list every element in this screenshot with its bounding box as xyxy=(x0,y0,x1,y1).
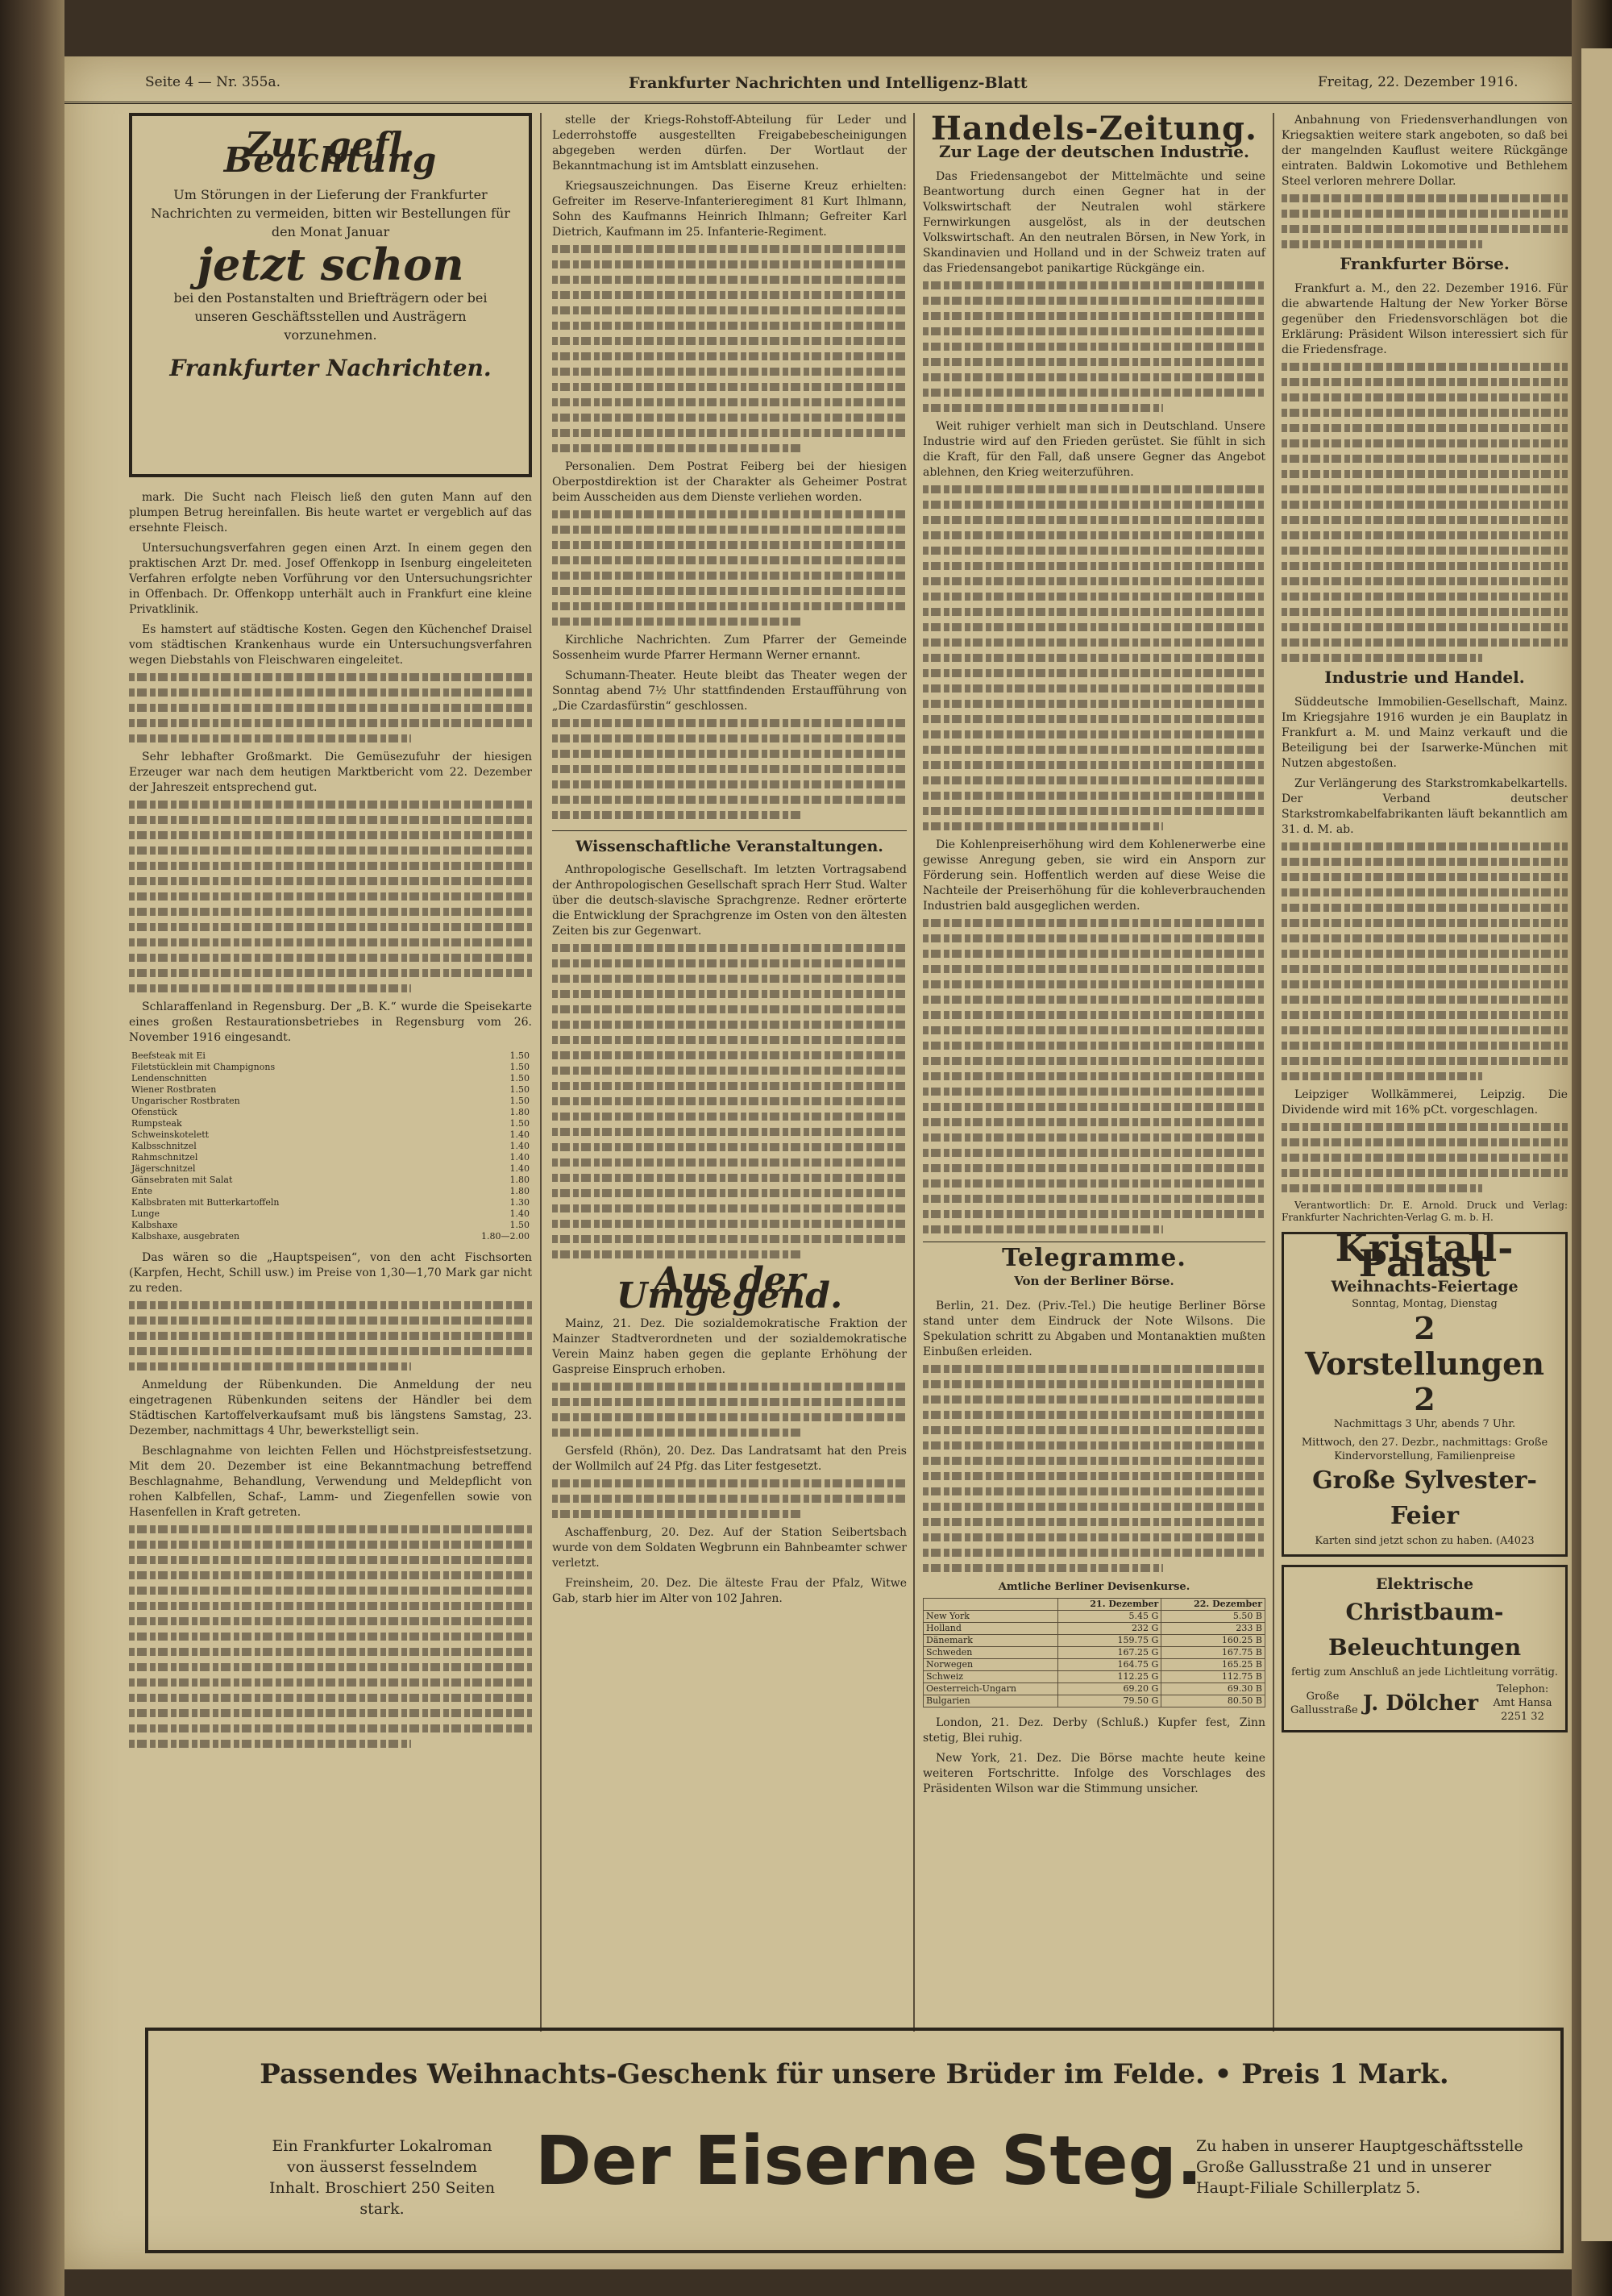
article-paragraph: Weit ruhiger verhielt man sich in Deutschland. Unsere Industrie wird auf den Frieden gerüstet. Sie fühlt in sich die Kraft, für den Fall, daß unsere Gegner das Angebot ablehnen, den Krieg weiterzuführen. xyxy=(923,420,1265,479)
rates-row xyxy=(924,1683,1265,1695)
running-head xyxy=(64,56,1572,104)
article-paragraph: Es hamstert auf städtische Kosten. Gegen den Küchenchef Draisel vom städtischen Krankenhaus wurde ein Untersuchungsverfahren wegen Diebstahls von Fleischwaren eingeleitet. xyxy=(129,623,532,667)
section-heading-exchange: Frankfurter Börse. xyxy=(1340,254,1510,273)
article-paragraph: Leipziger Wollkämmerei, Leipzig. Die Dividende wird mit 16% pCt. vorgeschlagen. xyxy=(1282,1088,1568,1117)
section-heading-industry: Industrie und Handel. xyxy=(1324,668,1525,687)
rates-row xyxy=(924,1695,1265,1707)
column-3 xyxy=(923,110,1265,1802)
column-2 xyxy=(552,113,907,1612)
article-paragraph: Das wären so die „Hauptspeisen“, von den acht Fischsorten (Karpfen, Hecht, Schill usw.) im Preise von 1,30—1,70 Mark gar nicht zu reden. xyxy=(129,1251,532,1295)
ad-phone: Telephon: Amt Hansa 2251 32 xyxy=(1493,1683,1552,1723)
rates-cell: 69.30 B xyxy=(1161,1683,1265,1695)
article-paragraph: stelle der Kriegs-Rohstoff-Abteilung für Leder und Lederrohstoffe ausgestellten Freigabebescheinigungen abgegeben werden dürfen. Der Wortlaut der Bekanntmachung ist im Amtsblatt einzusehen. xyxy=(552,114,907,173)
menu-price: 1.40 xyxy=(509,1208,530,1219)
text-block xyxy=(1282,842,1568,1080)
menu-item: Rumpsteak xyxy=(131,1118,182,1129)
article-paragraph: Personalien. Dem Postrat Feiberg bei der hiesigen Oberpostdirektion ist der Charakter als Geheimer Postrat beim Ausscheiden aus dem Dienste verliehen worden. xyxy=(552,460,907,504)
menu-price: 1.40 xyxy=(509,1129,530,1140)
rates-cell: 5.50 B xyxy=(1161,1611,1265,1623)
article-paragraph: Mainz, 21. Dez. Die sozialdemokratische Fraktion der Mainzer Stadtverordneten und der sozialdemokratische Verein Mainz haben gegen die geplante Erhöhung der Gaspreise Einspruch erhoben. xyxy=(552,1317,907,1376)
menu-price: 1.40 xyxy=(509,1163,530,1174)
article-paragraph: Freinsheim, 20. Dez. Die älteste Frau der Pfalz, Witwe Gab, starb hier im Alter von 102 Jahren. xyxy=(552,1577,907,1605)
rates-row xyxy=(924,1611,1265,1623)
menu-item: Rahmschnitzel xyxy=(131,1152,198,1163)
column-1 xyxy=(129,113,532,1755)
rates-row xyxy=(924,1623,1265,1635)
text-block xyxy=(552,944,907,1258)
article-paragraph: Kriegsauszeichnungen. Das Eiserne Kreuz erhielten: Gefreiter im Reserve-Infanterieregiment 81 Kurt Ihlmann, Sohn des Kaufmanns Heinrich Ihlmann; Gefreiter Karl Dietrich, Kaufmann im 25. Infanterie-Regiment. xyxy=(552,180,907,239)
menu-row xyxy=(129,1208,532,1220)
ad-line: Mittwoch, den 27. Dezbr., nachmittags: Große Kindervorstellung, Familienpreise xyxy=(1301,1437,1548,1462)
rates-row xyxy=(924,1647,1265,1659)
text-block xyxy=(552,510,907,626)
book-spine xyxy=(0,0,64,2296)
section-title-commerce: Handels-Zeitung. xyxy=(931,110,1257,148)
menu-price: 1.50 xyxy=(509,1220,530,1230)
rates-cell: 80.50 B xyxy=(1161,1695,1265,1707)
article-paragraph: Sehr lebhafter Großmarkt. Die Gemüsezufuhr der hiesigen Erzeuger war nach dem heutigen Marktbericht vom 22. Dezember der Jahreszeit entsprechend gut. xyxy=(129,751,532,794)
rates-cell: Oesterreich-Ungarn xyxy=(924,1683,1058,1695)
rates-cell: 159.75 G xyxy=(1057,1635,1161,1647)
menu-price: 1.50 xyxy=(509,1073,530,1084)
text-block xyxy=(129,1525,532,1748)
issue-date: Freitag, 22. Dezember 1916. xyxy=(1318,74,1519,90)
article-paragraph: Schlaraffenland in Regensburg. Der „B. K.“ wurde die Speisekarte eines großen Restaurationsbetriebes in Regensburg vom 26. November 1916 eingesandt. xyxy=(129,1000,532,1044)
menu-row xyxy=(129,1129,532,1141)
column-rule xyxy=(913,113,915,2032)
article-paragraph: Süddeutsche Immobilien-Gesellschaft, Mainz. Im Kriegsjahre 1916 wurden je ein Bauplatz in Frankfurt a. M. und Mainz verkauft und die Beteiligung bei der Isarwerke-München mit Nutzen abgestoßen. xyxy=(1282,696,1568,770)
article-paragraph: Kirchliche Nachrichten. Zum Pfarrer der Gemeinde Sossenheim wurde Pfarrer Hermann Werner ernannt. xyxy=(552,634,907,662)
exchange-rates-title: Amtliche Berliner Devisenkurse. xyxy=(998,1581,1190,1593)
menu-row xyxy=(129,1084,532,1096)
rates-cell: 233 B xyxy=(1161,1623,1265,1635)
article-paragraph: Frankfurt a. M., den 22. Dezember 1916. Für die abwartende Haltung der New Yorker Börse gegenüber den Friedensvorschlägen bot die Erklärung: Präsident Wilson interessiert sich für die Friedensfrage. xyxy=(1282,282,1568,356)
exchange-rates-table xyxy=(923,1598,1265,1707)
menu-price: 1.50 xyxy=(509,1084,530,1095)
article-paragraph: Schumann-Theater. Heute bleibt das Theater wegen der Sonntag abend 7½ Uhr stattfindenden Erstaufführung von „Die Czardasfürstin“ geschlossen. xyxy=(552,669,907,713)
rates-header: 21. Dezember xyxy=(1057,1599,1161,1611)
text-block xyxy=(923,281,1265,412)
text-block xyxy=(552,1479,907,1518)
article-paragraph: Das Friedensangebot der Mittelmächte und seine Beantwortung durch einen Gegner hat in der Volkswirtschaft der Neutralen wohl stärkere Fernwirkungen ausgelöst, als in der deutschen Volkswirtschaft. An den neutralen Börsen, in New York, in Skandinavien und Holland und in der Schweiz traten auf das Friedensangebot panikartige Rückgänge ein. xyxy=(923,170,1265,275)
next-page-edge xyxy=(1572,0,1612,2296)
text-block xyxy=(552,1383,907,1437)
rates-cell: 165.25 B xyxy=(1161,1659,1265,1671)
text-block xyxy=(923,919,1265,1233)
book-title: Der Eiserne Steg. xyxy=(535,2121,1203,2200)
notice-body: Um Störungen in der Lieferung der Frankfurter Nachrichten zu vermeiden, bitten wir Bestellungen für den Monat Januar xyxy=(151,187,510,239)
menu-price: 1.80 xyxy=(509,1186,530,1196)
ad-line: Sonntag, Montag, Dienstag xyxy=(1352,1298,1498,1310)
ad-line: Elektrische xyxy=(1375,1575,1474,1593)
ad-headline: Passendes Weihnachts-Geschenk für unsere Brüder im Felde. • Preis 1 Mark. xyxy=(260,2058,1449,2090)
kristall-palast-ad xyxy=(1282,1226,1568,1557)
text-block xyxy=(129,1301,532,1371)
menu-price: 1.50 xyxy=(509,1118,530,1129)
rates-cell: Schweiz xyxy=(924,1671,1058,1683)
menu-row xyxy=(129,1141,532,1152)
rates-cell: New York xyxy=(924,1611,1058,1623)
text-block xyxy=(552,719,907,819)
rates-cell: Holland xyxy=(924,1623,1058,1635)
rates-cell: 112.25 G xyxy=(1057,1671,1161,1683)
rates-cell: 79.50 G xyxy=(1057,1695,1161,1707)
article-paragraph: London, 21. Dez. Derby (Schluß.) Kupfer fest, Zinn stetig, Blei ruhig. xyxy=(923,1716,1265,1745)
section-heading-region: Aus der Umgegend. xyxy=(616,1260,843,1316)
ad-headline: Christbaum-Beleuchtungen xyxy=(1327,1599,1522,1661)
notice-signature: Frankfurter Nachrichten. xyxy=(169,355,492,381)
rates-cell: 232 G xyxy=(1057,1623,1161,1635)
menu-item: Kalbsbraten mit Butterkartoffeln xyxy=(131,1197,280,1208)
article-paragraph: Anthropologische Gesellschaft. Im letzten Vortragsabend der Anthropologischen Gesellschaft sprach Herr Stud. Walter über die deutsch-slavische Sprachgrenze. Redner erörterte die Entwicklung der Sprachgrenze im Osten von den ältesten Zeiten bis zur Gegenwart. xyxy=(552,863,907,938)
page-number: Seite 4 — Nr. 355a. xyxy=(145,74,280,90)
menu-item: Filetstücklein mit Champignons xyxy=(131,1062,276,1072)
ad-title: Kristall-Palast xyxy=(1335,1226,1514,1285)
menu-row xyxy=(129,1220,532,1231)
menu-item: Ente xyxy=(131,1186,153,1196)
masthead-title: Frankfurter Nachrichten und Intelligenz-Blatt xyxy=(629,74,1028,92)
ad-availability: Zu haben in unserer Hauptgeschäftsstelle Große Gallusstraße 21 und in unserer Haupt-Filiale Schillerplatz 5. xyxy=(1196,2137,1523,2197)
ad-line: Nachmittags 3 Uhr, abends 7 Uhr. xyxy=(1333,1418,1516,1430)
rates-cell: 160.25 B xyxy=(1161,1635,1265,1647)
menu-item: Lunge xyxy=(131,1208,160,1219)
ad-line: fertig zum Anschluß an jede Lichtleitung vorrätig. xyxy=(1290,1666,1559,1678)
menu-item: Ofenstück xyxy=(131,1107,177,1117)
subscription-notice xyxy=(129,113,532,477)
menu-price: 1.40 xyxy=(509,1152,530,1163)
menu-row xyxy=(129,1062,532,1073)
menu-price: 1.50 xyxy=(509,1050,530,1061)
menu-row xyxy=(129,1050,532,1062)
menu-item: Schweinskotelett xyxy=(131,1129,210,1140)
notice-title: Zur gefl. Beachtung xyxy=(223,125,438,180)
section-heading-science: Wissenschaftliche Veranstaltungen. xyxy=(552,830,907,855)
menu-row xyxy=(129,1186,532,1197)
text-block xyxy=(1282,194,1568,248)
rates-row xyxy=(924,1659,1265,1671)
menu-item: Lendenschnitten xyxy=(131,1073,207,1084)
text-block xyxy=(923,485,1265,830)
menu-row xyxy=(129,1073,532,1084)
menu-row xyxy=(129,1096,532,1107)
archive-stamp xyxy=(155,2079,174,2208)
rates-cell: Schweden xyxy=(924,1647,1058,1659)
article-paragraph: New York, 21. Dez. Die Börse machte heute keine weiteren Fortschritte. Infolge des Vorschlages des Präsidenten Wilson war die Stimmung unsicher. xyxy=(923,1752,1265,1795)
rates-header: 22. Dezember xyxy=(1161,1599,1265,1611)
text-block xyxy=(1282,363,1568,662)
article-paragraph: Anbahnung von Friedensverhandlungen von Kriegsaktien weitere stark angeboten, so daß bei der mangelnden Kauflust weitere Rückgänge eintraten. Baldwin Lokomotive und Bethlehem Steel verloren mehrere Dollar. xyxy=(1282,114,1568,188)
article-paragraph: mark. Die Sucht nach Fleisch ließ den guten Mann auf den plumpen Betrug hereinfallen. Bis heute wartet er vergeblich auf das ersehnte Fleisch. xyxy=(129,491,532,534)
newspaper-page xyxy=(64,56,1572,2269)
menu-row xyxy=(129,1231,532,1242)
menu-price-list xyxy=(129,1050,532,1242)
ad-headline: 2 Vorstellungen 2 xyxy=(1305,1310,1544,1417)
article-paragraph: Berlin, 21. Dez. (Priv.-Tel.) Die heutige Berliner Börse stand unter dem Eindruck der Note Wilsons. Die Spekulation schritt zu Abgaben und Montanaktien mußten Einbußen erleiden. xyxy=(923,1300,1265,1358)
menu-price: 1.80 xyxy=(509,1175,530,1185)
ad-description: Ein Frankfurter Lokalroman von äusserst fesselndem Inhalt. Broschiert 250 Seiten stark. xyxy=(268,2137,496,2218)
rates-header xyxy=(924,1599,1058,1611)
rates-cell: 167.75 B xyxy=(1161,1647,1265,1659)
rates-cell: 5.45 G xyxy=(1057,1611,1161,1623)
ad-line: Karten sind jetzt schon zu haben. (A4023 xyxy=(1315,1535,1535,1547)
telegram-subheading: Von der Berliner Börse. xyxy=(1014,1274,1174,1288)
article-paragraph: Untersuchungsverfahren gegen einen Arzt. In einem gegen den praktischen Arzt Dr. med. Josef Offenkopp in Isenburg eingeleiteten Verfahren erfolgte neben Vorführung vor den Untersuchungsrichter in Offenbach. Dr. Offenkopp unterhält auch in Frankfurt eine kleine Privatklinik. xyxy=(129,542,532,616)
rates-row xyxy=(924,1635,1265,1647)
ad-address: Große Gallusstraße xyxy=(1290,1690,1358,1716)
article-paragraph: Aschaffenburg, 20. Dez. Auf der Station Seibertsbach wurde von dem Soldaten Wegbrunn ein Bahnbeamter schwer verletzt. xyxy=(552,1526,907,1570)
rates-cell: Dänemark xyxy=(924,1635,1058,1647)
menu-price: 1.40 xyxy=(509,1141,530,1151)
column-4 xyxy=(1282,113,1568,1741)
ad-line: Weihnachts-Feiertage xyxy=(1331,1278,1519,1296)
menu-item: Kalbsschnitzel xyxy=(131,1141,197,1151)
menu-row xyxy=(129,1152,532,1163)
article-paragraph: Anmeldung der Rübenkunden. Die Anmeldung der neu eingetragenen Rübenkunden seitens der Händler bei dem Städtischen Kartoffelverkaufsamt muß bis längstens Samstag, 23. Dezember, nachmittags 4 Uhr, bewerkstelligt sein. xyxy=(129,1379,532,1437)
menu-item: Gänsebraten mit Salat xyxy=(131,1175,233,1185)
menu-row xyxy=(129,1197,532,1208)
text-block xyxy=(552,245,907,452)
menu-price: 1.50 xyxy=(509,1062,530,1072)
menu-item: Wiener Rostbraten xyxy=(131,1084,217,1095)
menu-price: 1.80—2.00 xyxy=(481,1231,530,1242)
column-rule xyxy=(1273,113,1274,2032)
menu-item: Kalbshaxe, ausgebraten xyxy=(131,1231,240,1242)
menu-item: Kalbshaxe xyxy=(131,1220,178,1230)
menu-row xyxy=(129,1175,532,1186)
christmas-lighting-ad xyxy=(1282,1565,1568,1732)
text-block xyxy=(923,1365,1265,1572)
eiserne-steg-ad xyxy=(145,2028,1564,2253)
rates-cell: 164.75 G xyxy=(1057,1659,1161,1671)
menu-row xyxy=(129,1163,532,1175)
menu-row xyxy=(129,1107,532,1118)
rates-cell: 167.25 G xyxy=(1057,1647,1161,1659)
notice-emphasis: jetzt schon xyxy=(197,239,464,290)
menu-price: 1.50 xyxy=(509,1096,530,1106)
menu-row xyxy=(129,1118,532,1129)
menu-price: 1.80 xyxy=(509,1107,530,1117)
article-paragraph: Zur Verlängerung des Starkstromkabelkartells. Der Verband deutscher Starkstromkabelfabrikanten läuft bekanntlich am 31. d. M. ab. xyxy=(1282,777,1568,836)
rates-cell: Bulgarien xyxy=(924,1695,1058,1707)
text-block xyxy=(129,673,532,742)
article-paragraph: Die Kohlenpreiserhöhung wird dem Kohlenerwerbe eine gewisse Anregung geben, sie wird ein Ansporn zur Förderung sein. Hoffentlich werden auf diese Weise die Nachteile der Preiserhöhung für die kohleverbrauchenden Industrien bald ausgeglichen werden. xyxy=(923,838,1265,913)
menu-item: Beefsteak mit Ei xyxy=(131,1050,206,1061)
menu-item: Jägerschnitzel xyxy=(131,1163,196,1174)
imprint: Verantwortlich: Dr. E. Arnold. Druck und Verlag: Frankfurter Nachrichten-Verlag G. m. b. H. xyxy=(1282,1200,1568,1223)
text-block xyxy=(1282,1123,1568,1192)
rates-row xyxy=(924,1671,1265,1683)
rates-cell: 112.75 B xyxy=(1161,1671,1265,1683)
rates-cell: Norwegen xyxy=(924,1659,1058,1671)
ad-company: J. Dölcher xyxy=(1362,1691,1479,1716)
menu-price: 1.30 xyxy=(509,1197,530,1208)
section-title-telegrams: Telegramme. xyxy=(923,1242,1265,1266)
article-paragraph: Gersfeld (Rhön), 20. Dez. Das Landratsamt hat den Preis der Wollmilch auf 24 Pfg. das Liter festgesetzt. xyxy=(552,1445,907,1473)
ad-headline: Große Sylvester-Feier xyxy=(1312,1466,1537,1530)
notice-body-2: bei den Postanstalten und Briefträgern oder bei unseren Geschäftsstellen und Austrägern vorzunehmen. xyxy=(173,290,488,343)
column-rule xyxy=(540,113,542,2032)
article-paragraph: Beschlagnahme von leichten Fellen und Höchstpreisfestsetzung. Mit dem 20. Dezember ist eine Bekanntmachung betreffend Beschlagnahme, Behandlung, Verwendung und Meldepflicht von rohen Kalbfellen, Schaf-, Lamm- und Ziegenfellen sowie von Hasenfellen in Kraft getreten. xyxy=(129,1445,532,1519)
text-block xyxy=(129,801,532,992)
rates-cell: 69.20 G xyxy=(1057,1683,1161,1695)
article-headline: Zur Lage der deutschen Industrie. xyxy=(939,142,1249,161)
menu-item: Ungarischer Rostbraten xyxy=(131,1096,240,1106)
